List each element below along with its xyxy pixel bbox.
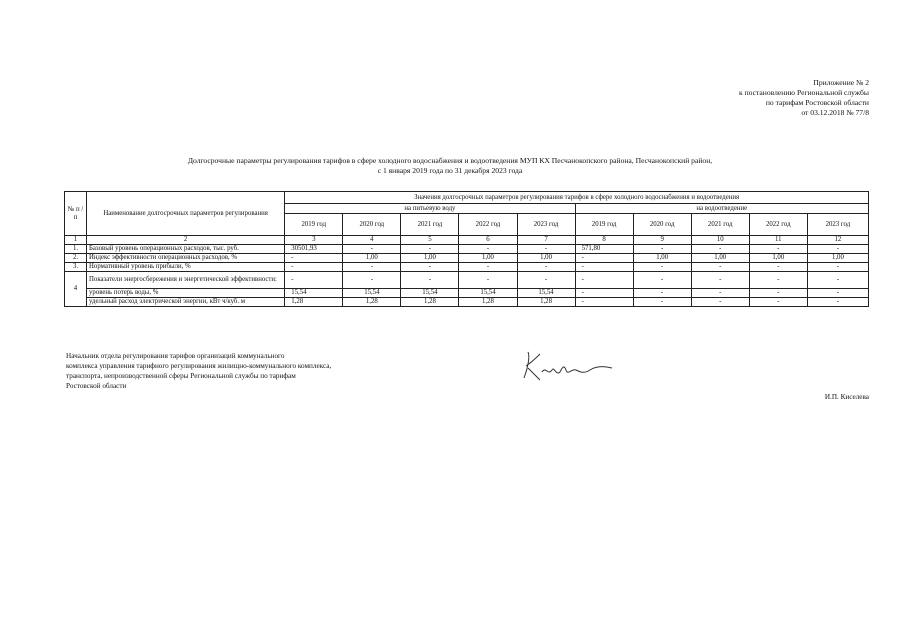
parameter-name: уровень потерь воды, %	[87, 289, 285, 298]
signer-line: комплекса управления тарифного регулирования жилищно-коммунального комплекса,	[66, 362, 332, 370]
value-cell: -	[691, 272, 749, 289]
appendix-line: по тарифам Ростовской области	[765, 98, 869, 107]
value-cell: -	[575, 289, 633, 298]
value-cell: 1,00	[691, 254, 749, 263]
value-cell: -	[575, 254, 633, 263]
header-year: 2020 год	[343, 214, 401, 236]
value-cell: 1,00	[633, 254, 691, 263]
value-cell: -	[691, 245, 749, 254]
header-year: 2021 год	[401, 214, 459, 236]
header-year: 2019 год	[285, 214, 343, 236]
title-line: с 1 января 2019 года по 31 декабря 2023 года	[377, 166, 523, 175]
header-year: 2023 год	[807, 214, 868, 236]
value-cell: -	[807, 245, 868, 254]
header-year: 2022 год	[459, 214, 517, 236]
value-cell: -	[343, 272, 401, 289]
table-row	[65, 254, 869, 263]
value-cell: -	[575, 272, 633, 289]
header-year: 2023 год	[517, 214, 575, 236]
table-row	[65, 272, 869, 289]
parameter-name: Индекс эффективности операционных расходов, %	[87, 254, 285, 263]
value-cell: 15,54	[517, 289, 575, 298]
value-cell: -	[343, 263, 401, 272]
header-drinking-water: на питьевую воду	[285, 204, 575, 214]
value-cell: -	[749, 298, 807, 307]
value-cell: -	[807, 289, 868, 298]
header-year: 2019 год	[575, 214, 633, 236]
row-number: 2.	[65, 254, 87, 263]
column-number: 2	[87, 236, 285, 245]
value-cell: -	[575, 298, 633, 307]
value-cell: 1,28	[401, 298, 459, 307]
title-line: Долгосрочные параметры регулирования тарифов в сфере холодного водоснабжения и водоотведения МУП КХ Песчанокопского района, Песчанокопский район,	[187, 156, 713, 165]
column-number: 5	[401, 236, 459, 245]
signer-position	[66, 351, 366, 391]
value-cell: -	[749, 289, 807, 298]
value-cell: -	[285, 254, 343, 263]
row-number: 1.	[65, 245, 87, 254]
signer-name: И.П. Киселева	[824, 393, 869, 401]
row-number: 4	[65, 272, 87, 307]
column-number: 1	[65, 236, 87, 245]
value-cell: -	[401, 263, 459, 272]
column-number: 4	[343, 236, 401, 245]
value-cell: -	[285, 263, 343, 272]
value-cell: -	[633, 245, 691, 254]
column-number: 10	[691, 236, 749, 245]
value-cell: 571,80	[575, 245, 633, 254]
column-number: 8	[575, 236, 633, 245]
column-number: 7	[517, 236, 575, 245]
value-cell: -	[401, 245, 459, 254]
value-cell: 1,00	[343, 254, 401, 263]
value-cell: -	[691, 298, 749, 307]
value-cell: -	[459, 245, 517, 254]
header-year: 2022 год	[749, 214, 807, 236]
appendix-line: от 03.12.2018 № 77/8	[801, 108, 869, 117]
appendix-line: Приложение № 2	[813, 78, 869, 87]
row-number: 3.	[65, 263, 87, 272]
header-year: 2020 год	[633, 214, 691, 236]
value-cell: -	[575, 263, 633, 272]
value-cell: -	[807, 272, 868, 289]
table-row	[65, 263, 869, 272]
value-cell: -	[749, 245, 807, 254]
value-cell: -	[633, 289, 691, 298]
value-cell: 1,00	[807, 254, 868, 263]
value-cell: -	[807, 263, 868, 272]
header-wastewater: на водоотведение	[575, 204, 868, 214]
header-values-group: Значения долгосрочных параметров регулирования тарифов в сфере холодного водоснабжения и водоотведения	[285, 192, 869, 204]
value-cell: 15,54	[285, 289, 343, 298]
column-number: 9	[633, 236, 691, 245]
value-cell: 1,00	[401, 254, 459, 263]
parameter-name: Показатели энергосбережения и энергетической эффективности:	[87, 272, 285, 289]
value-cell: -	[633, 263, 691, 272]
signer-line: транспорта, непроизводственной сферы Региональной службы по тарифам	[66, 372, 296, 380]
parameter-name: Нормативный уровень прибыли, %	[87, 263, 285, 272]
value-cell: -	[807, 298, 868, 307]
value-cell: -	[749, 263, 807, 272]
value-cell: 15,54	[401, 289, 459, 298]
parameters-table	[64, 191, 869, 307]
value-cell: 15,54	[459, 289, 517, 298]
value-cell: 1,00	[459, 254, 517, 263]
value-cell: -	[691, 289, 749, 298]
header-num: № п /п	[65, 192, 87, 236]
signer-line: Ростовской области	[66, 382, 127, 390]
value-cell: 15,54	[343, 289, 401, 298]
column-number: 12	[807, 236, 868, 245]
parameter-name: Базовый уровень операционных расходов, тыс. руб.	[87, 245, 285, 254]
value-cell: -	[517, 272, 575, 289]
document-title	[90, 156, 810, 176]
table-row	[65, 298, 869, 307]
value-cell: 1,28	[343, 298, 401, 307]
value-cell: -	[343, 245, 401, 254]
value-cell: 1,28	[517, 298, 575, 307]
appendix-line: к постановлению Региональной службы	[738, 88, 869, 97]
value-cell: -	[691, 263, 749, 272]
header-name: Наименование долгосрочных параметров регулирования	[87, 192, 285, 236]
value-cell: -	[517, 245, 575, 254]
column-number: 11	[749, 236, 807, 245]
value-cell: 1,00	[749, 254, 807, 263]
table-row	[65, 289, 869, 298]
column-number: 3	[285, 236, 343, 245]
value-cell: -	[459, 263, 517, 272]
table-row	[65, 245, 869, 254]
value-cell: 1,28	[459, 298, 517, 307]
value-cell: -	[517, 263, 575, 272]
signer-line: Начальник отдела регулирования тарифов организаций коммунального	[66, 352, 285, 360]
value-cell: -	[633, 298, 691, 307]
value-cell: 1,28	[285, 298, 343, 307]
parameter-name: удельный расход электрической энергии, кВт ч/куб. м	[87, 298, 285, 307]
column-number: 6	[459, 236, 517, 245]
header-year: 2021 год	[691, 214, 749, 236]
appendix-header	[609, 78, 869, 118]
handwritten-signature	[516, 348, 616, 388]
value-cell: -	[749, 272, 807, 289]
value-cell: -	[459, 272, 517, 289]
value-cell: 1,00	[517, 254, 575, 263]
value-cell: -	[285, 272, 343, 289]
value-cell: 30501,93	[285, 245, 343, 254]
value-cell: -	[633, 272, 691, 289]
value-cell: -	[401, 272, 459, 289]
